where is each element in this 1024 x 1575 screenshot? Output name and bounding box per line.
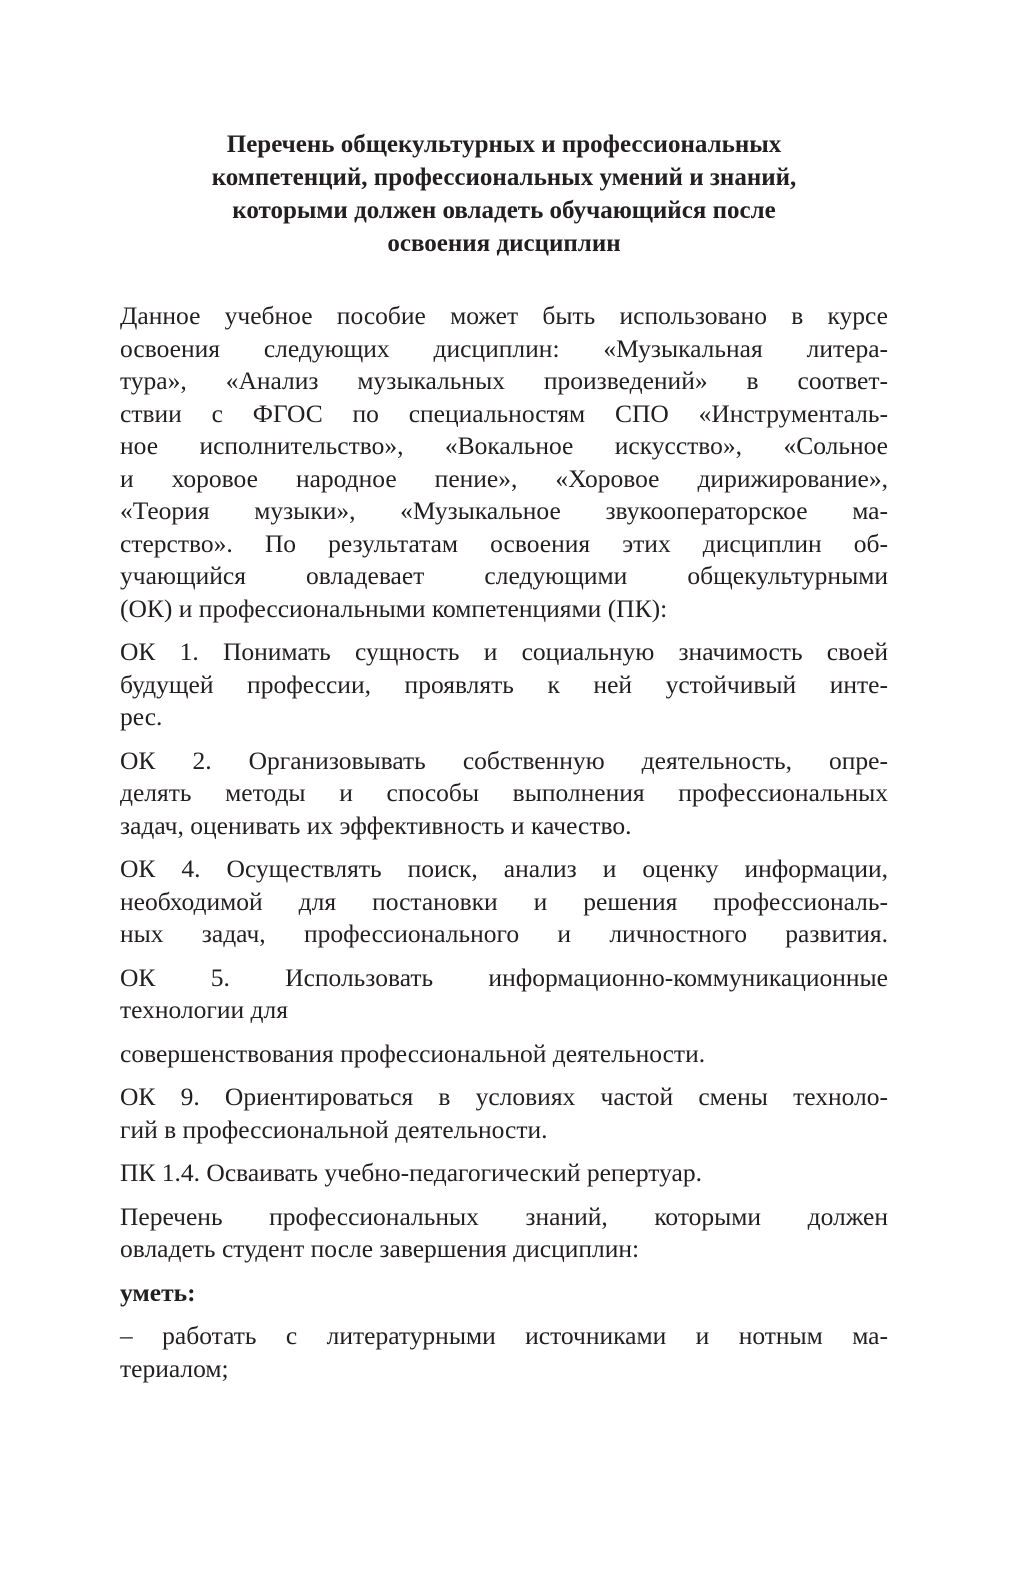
text-line: стерство». По результатам освоения этих дисциплин об- (120, 528, 888, 558)
text-line: ОК 5. Использовать информационно-коммуникационные (120, 962, 888, 992)
skill-item (120, 1320, 888, 1385)
competency-ok4 (120, 853, 888, 951)
intro-paragraph (120, 300, 888, 625)
text-line: учающийся овладевает следующими общекультурными (120, 561, 888, 590)
heading-line: компетенций, профессиональных умений и знаний, (211, 164, 797, 191)
text-line: гий в профессиональной деятельности. (120, 1114, 548, 1144)
text-line: необходимой для постановки и решения профессиональ- (120, 886, 888, 916)
document-page (120, 128, 888, 1396)
text-line: совершенствования профессиональной деятельности. (120, 1038, 706, 1068)
skills-label: уметь: (120, 1277, 196, 1307)
text-line: ПК 1.4. Осваивать учебно-педагогический репертуар. (120, 1158, 702, 1187)
knowledge-paragraph (120, 1201, 888, 1266)
heading-line: Перечень общекультурных и профессиональных (226, 131, 782, 158)
text-line: ОК 9. Ориентироваться в условиях частой смены техноло- (120, 1082, 888, 1111)
text-line: задач, оценивать их эффективность и качество. (120, 810, 632, 840)
competency-ok5 (120, 962, 888, 1027)
text-line: ОК 4. Осуществлять поиск, анализ и оценку информации, (120, 854, 888, 883)
competency-ok1 (120, 636, 888, 734)
competency-ok9 (120, 1081, 888, 1146)
text-line: Перечень профессиональных знаний, которыми должен (120, 1201, 888, 1231)
text-line: и хоровое народное пение», «Хоровое дирижирование», (120, 463, 888, 493)
text-line: будущей профессии, проявлять к ней устойчивый инте- (120, 669, 888, 699)
text-line: – работать с литературными источниками и нотным ма- (120, 1321, 888, 1350)
section-heading (120, 128, 888, 260)
text-line: ОК 1. Понимать сущность и социальную значимость своей (120, 637, 888, 666)
heading-line: освоения дисциплин (387, 230, 621, 257)
text-line: освоения следующих дисциплин: «Музыкальная литера- (120, 333, 888, 363)
competency-ok5-continued (120, 1038, 888, 1071)
text-line: овладеть студент после завершения дисциплин: (120, 1234, 640, 1263)
heading-line: которыми должен овладеть обучающийся после (232, 197, 776, 224)
text-line: ных задач, профессионального и личностного развития. (120, 919, 888, 948)
text-line: ствии с ФГОС по специальностям СПО «Инструменталь- (120, 398, 888, 428)
text-line: ное исполнительство», «Вокальное искусство», «Сольное (120, 431, 888, 460)
document-body (120, 300, 888, 1385)
competency-pk1-4 (120, 1157, 888, 1190)
competency-ok2 (120, 745, 888, 843)
text-line: «Теория музыки», «Музыкальное звукооператорское ма- (120, 496, 888, 525)
text-line: Данное учебное пособие может быть использовано в курсе (120, 301, 888, 330)
text-line: тура», «Анализ музыкальных произведений» в соответ- (120, 366, 888, 395)
text-line: технологии для (120, 995, 288, 1024)
text-line: делять методы и способы выполнения профессиональных (120, 778, 888, 807)
text-line: териалом; (120, 1353, 229, 1383)
text-line: рес. (120, 702, 163, 731)
text-line: (ОК) и профессиональными компетенциями (ПК): (120, 593, 668, 623)
text-line: ОК 2. Организовывать собственную деятельность, опре- (120, 745, 888, 775)
